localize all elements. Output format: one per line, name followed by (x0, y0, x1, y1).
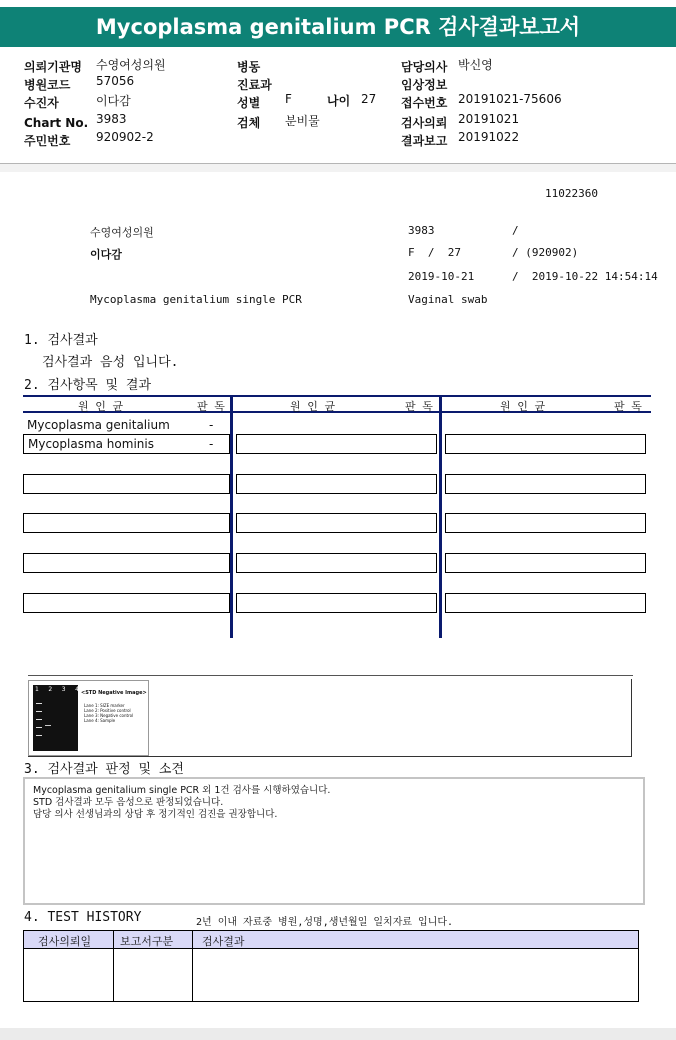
gel-band (36, 735, 42, 736)
table-cell-empty (23, 474, 230, 494)
gel-image (28, 680, 149, 756)
section-4-title: 4. TEST HISTORY (24, 910, 142, 925)
header-value: 분비물 (285, 114, 320, 128)
history-header-row (24, 931, 638, 949)
header-value: 20191021-75606 (458, 92, 562, 106)
history-column-divider (113, 931, 114, 1001)
table-column-divider (230, 395, 233, 638)
col-header-organism: 원 인 균 (290, 400, 336, 413)
col-header-judgement: 판 독 (197, 400, 225, 413)
table-row-organism: Mycoplasma genitalium (27, 418, 170, 432)
header-value: 57056 (96, 74, 135, 88)
gel-band (36, 719, 42, 720)
header-label: Chart No. (24, 116, 89, 130)
table-row-result: - (209, 418, 214, 432)
opinion-line: STD 검사결과 모두 음성으로 판정되었습니다. (33, 797, 224, 808)
gel-lane-number: 4 (75, 686, 79, 693)
gel-band (36, 727, 42, 728)
gel-lane-number: 2 (48, 686, 53, 693)
history-header-report-type: 보고서구분 (120, 935, 174, 948)
header-value: 920902-2 (96, 130, 154, 144)
gel-legend-line: Lane 2: Positive control (84, 708, 131, 713)
header-col-1 (24, 56, 224, 148)
info-patient: 이다감 (90, 248, 122, 261)
header-label: 결과보고 (401, 134, 448, 148)
header-label: 검사의뢰 (401, 116, 448, 130)
header-value: 3983 (96, 112, 127, 126)
history-column-divider (192, 931, 193, 1001)
info-request-date: 2019-10-21 (408, 270, 475, 283)
gel-lane-number: 3 (61, 686, 66, 693)
section-1-title: 1. 검사결과 (24, 333, 98, 348)
table-cell-empty (445, 513, 646, 533)
history-header-request-date: 검사의뢰일 (38, 935, 92, 948)
gel-lane-number: 1 (35, 686, 39, 693)
table-cell-empty (236, 593, 437, 613)
table-cell-empty (445, 593, 646, 613)
opinion-line: Mycoplasma genitalium single PCR 외 1건 검사를 시행하였습니다. (33, 785, 331, 796)
table-cell-empty (236, 553, 437, 573)
info-hospital: 수영여성의원 (90, 226, 154, 239)
gel-lane-numbers (35, 686, 79, 693)
info-chart: 3983 (408, 224, 435, 237)
opinion-text (33, 785, 330, 821)
header-label: 임상정보 (401, 78, 448, 92)
gel-band (36, 711, 42, 712)
gel-band (36, 703, 42, 704)
section-1-text: 검사결과 음성 입니다. (42, 355, 179, 370)
table-cell-empty (445, 553, 646, 573)
header-value: 박신영 (458, 58, 493, 72)
col-header-judgement: 판 독 (405, 400, 433, 413)
gel-legend-line: Lane 3: Negative control (84, 713, 134, 718)
info-specimen: Vaginal swab (408, 293, 488, 306)
header-label: 병동 (237, 60, 261, 74)
header-col-2 (237, 56, 397, 130)
header-value: F (285, 92, 292, 106)
table-cell-empty (236, 474, 437, 494)
table-cell-empty (236, 434, 437, 454)
header-label: 수진자 (24, 96, 59, 110)
header-value: 20191021 (458, 112, 520, 126)
gel-band (45, 725, 51, 726)
header-value: 20191022 (458, 130, 520, 144)
gel-top-rule (28, 675, 633, 676)
history-table (23, 930, 639, 1002)
table-cell-empty (23, 593, 230, 613)
report-title: Mycoplasma genitalium PCR 검사결과보고서 (0, 7, 676, 47)
header-label: 주민번호 (24, 134, 71, 148)
header-shadow (0, 164, 676, 172)
col-header-judgement: 판 독 (614, 400, 642, 413)
history-header-result: 검사결과 (202, 935, 245, 948)
header-col-3 (401, 56, 661, 148)
table-cell-empty (23, 553, 230, 573)
table-cell-empty (445, 474, 646, 494)
table-top-rule (23, 395, 651, 397)
section-2-title: 2. 검사항목 및 결과 (24, 378, 152, 393)
header-label: 검체 (237, 116, 261, 130)
header-label: 병원코드 (24, 78, 71, 92)
info-sex-age: F / 27 (408, 246, 461, 259)
table-row (23, 434, 230, 454)
col-header-organism: 원 인 균 (78, 400, 124, 413)
header-label: 접수번호 (401, 96, 448, 110)
info-report-datetime: / 2019-10-22 14:54:14 (512, 270, 658, 283)
header-value: 이다감 (96, 94, 131, 108)
gel-legend-title: <STD Negative Image> (81, 690, 147, 696)
table-cell-empty (23, 513, 230, 533)
gel-photo (33, 685, 78, 751)
table-cell-empty (445, 434, 646, 454)
gel-legend-line: Lane 1: SIZE marker (84, 703, 125, 708)
info-slash: / (512, 224, 519, 237)
col-header-organism: 원 인 균 (500, 400, 546, 413)
table-row-result: - (209, 437, 214, 451)
info-birth: / (920902) (512, 246, 579, 259)
table-cell-empty (236, 513, 437, 533)
age-value: 27 (361, 92, 377, 106)
opinion-box (23, 777, 645, 905)
table-column-divider (439, 395, 442, 638)
header-label: 담당의사 (401, 60, 448, 74)
section-3-title: 3. 검사결과 판정 및 소견 (24, 762, 184, 777)
table-row-organism: Mycoplasma hominis (28, 437, 154, 451)
header-label: 성별 (237, 96, 261, 110)
gel-legend-line: Lane 4: Sample (84, 718, 116, 723)
gel-legend (84, 703, 133, 723)
history-note: 2년 이내 자료중 병원,성명,생년월일 일치자료 입니다. (196, 917, 454, 928)
page-footer-strip (0, 1028, 676, 1040)
info-test-name: Mycoplasma genitalium single PCR (90, 293, 302, 306)
document-id: 11022360 (545, 187, 598, 200)
opinion-line: 담당 의사 선생님과의 상담 후 정기적인 검진을 권장합니다. (33, 809, 278, 820)
header-value: 수영여성의원 (96, 58, 166, 72)
header-label: 진료과 (237, 78, 272, 92)
header-label: 의뢰기관명 (24, 60, 82, 74)
age-label: 나이 (327, 94, 351, 108)
